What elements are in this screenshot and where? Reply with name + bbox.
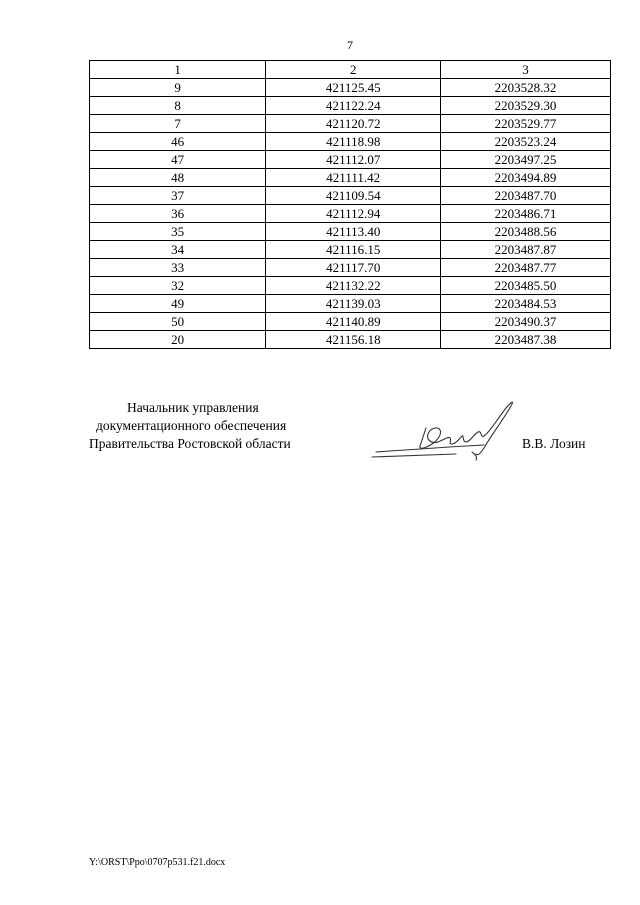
- table-row: [90, 97, 611, 115]
- x-coordinate-cell: 421113.40: [266, 223, 441, 241]
- table-header-row: [90, 61, 611, 79]
- point-number-cell: 32: [90, 277, 266, 295]
- signatory-name: В.В. Лозин: [522, 436, 586, 451]
- x-coordinate-cell: 421112.07: [266, 151, 441, 169]
- page-number: 7: [347, 38, 353, 52]
- table-row: [90, 259, 611, 277]
- table-row: [90, 169, 611, 187]
- table-row: [90, 295, 611, 313]
- y-coordinate-cell: 2203485.50: [441, 277, 611, 295]
- table-row: [90, 187, 611, 205]
- x-coordinate-cell: 421109.54: [266, 187, 441, 205]
- handwritten-signature: [366, 394, 526, 464]
- point-number-cell: 7: [90, 115, 266, 133]
- point-number-cell: 35: [90, 223, 266, 241]
- column-header: 1: [90, 61, 266, 79]
- point-number-cell: 9: [90, 79, 266, 97]
- x-coordinate-cell: 421139.03: [266, 295, 441, 313]
- x-coordinate-cell: 421120.72: [266, 115, 441, 133]
- table-row: [90, 313, 611, 331]
- point-number-cell: 46: [90, 133, 266, 151]
- table-row: [90, 151, 611, 169]
- y-coordinate-cell: 2203529.77: [441, 115, 611, 133]
- x-coordinate-cell: 421156.18: [266, 331, 441, 349]
- point-number-cell: 47: [90, 151, 266, 169]
- x-coordinate-cell: 421112.94: [266, 205, 441, 223]
- file-path: Y:\ORST\Ppo\0707p531.f21.docx: [89, 857, 226, 868]
- point-number-cell: 49: [90, 295, 266, 313]
- table-row: [90, 115, 611, 133]
- signature-title-line-2: документационного обеспечения: [96, 418, 287, 433]
- point-number-cell: 50: [90, 313, 266, 331]
- x-coordinate-cell: 421125.45: [266, 79, 441, 97]
- coordinates-table: [89, 60, 611, 349]
- y-coordinate-cell: 2203486.71: [441, 205, 611, 223]
- x-coordinate-cell: 421140.89: [266, 313, 441, 331]
- y-coordinate-cell: 2203487.77: [441, 259, 611, 277]
- table-row: [90, 331, 611, 349]
- table-row: [90, 133, 611, 151]
- y-coordinate-cell: 2203487.87: [441, 241, 611, 259]
- y-coordinate-cell: 2203529.30: [441, 97, 611, 115]
- table-row: [90, 277, 611, 295]
- y-coordinate-cell: 2203487.70: [441, 187, 611, 205]
- point-number-cell: 20: [90, 331, 266, 349]
- y-coordinate-cell: 2203494.89: [441, 169, 611, 187]
- table-row: [90, 79, 611, 97]
- x-coordinate-cell: 421118.98: [266, 133, 441, 151]
- table-row: [90, 205, 611, 223]
- point-number-cell: 37: [90, 187, 266, 205]
- y-coordinate-cell: 2203484.53: [441, 295, 611, 313]
- table-row: [90, 241, 611, 259]
- x-coordinate-cell: 421117.70: [266, 259, 441, 277]
- point-number-cell: 34: [90, 241, 266, 259]
- signature-title-line-1: Начальник управления: [127, 400, 259, 415]
- column-header: 2: [266, 61, 441, 79]
- column-header: 3: [441, 61, 611, 79]
- x-coordinate-cell: 421111.42: [266, 169, 441, 187]
- x-coordinate-cell: 421116.15: [266, 241, 441, 259]
- y-coordinate-cell: 2203490.37: [441, 313, 611, 331]
- y-coordinate-cell: 2203488.56: [441, 223, 611, 241]
- y-coordinate-cell: 2203487.38: [441, 331, 611, 349]
- point-number-cell: 36: [90, 205, 266, 223]
- table-row: [90, 223, 611, 241]
- y-coordinate-cell: 2203528.32: [441, 79, 611, 97]
- point-number-cell: 33: [90, 259, 266, 277]
- point-number-cell: 48: [90, 169, 266, 187]
- x-coordinate-cell: 421132.22: [266, 277, 441, 295]
- signature-title-line-3: Правительства Ростовской области: [89, 436, 291, 451]
- x-coordinate-cell: 421122.24: [266, 97, 441, 115]
- y-coordinate-cell: 2203497.25: [441, 151, 611, 169]
- y-coordinate-cell: 2203523.24: [441, 133, 611, 151]
- point-number-cell: 8: [90, 97, 266, 115]
